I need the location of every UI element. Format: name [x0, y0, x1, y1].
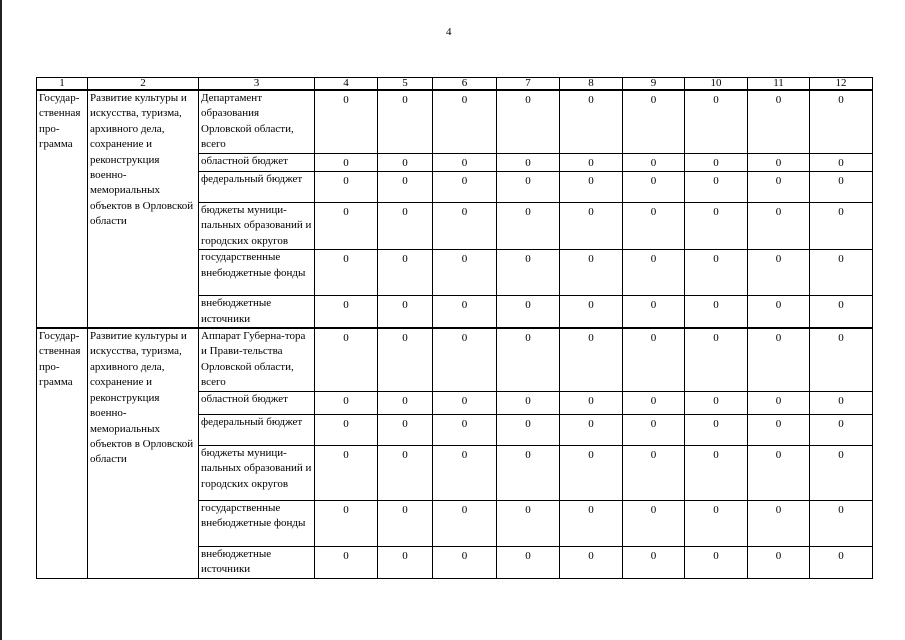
value-cell: 0 [810, 546, 873, 578]
value-cell: 0 [748, 203, 810, 250]
value-cell: 0 [378, 546, 433, 578]
funding-source-cell: бюджеты муници-пальных образований и городских округов [199, 445, 315, 500]
program-type-cell: Государ-ственная про-грамма [37, 90, 88, 328]
value-cell: 0 [685, 153, 748, 171]
table-row [37, 90, 873, 153]
value-cell: 0 [378, 391, 433, 414]
value-cell: 0 [560, 172, 623, 203]
program-name-cell: Развитие культуры и искусства, туризма, архивного дела, сохранение и реконструкция военно-мемориальных объектов в Орловской области [88, 90, 199, 328]
funding-source-cell: областной бюджет [199, 391, 315, 414]
column-header-7: 7 [497, 78, 560, 91]
value-cell: 0 [623, 445, 685, 500]
value-cell: 0 [433, 414, 497, 445]
value-cell: 0 [378, 414, 433, 445]
value-cell: 0 [810, 250, 873, 296]
value-cell: 0 [810, 153, 873, 171]
funding-source-cell: внебюджетные источники [199, 546, 315, 578]
column-header-2: 2 [88, 78, 199, 91]
value-cell: 0 [378, 296, 433, 328]
value-cell: 0 [560, 90, 623, 153]
value-cell: 0 [810, 90, 873, 153]
value-cell: 0 [623, 328, 685, 391]
value-cell: 0 [497, 414, 560, 445]
column-header-9: 9 [623, 78, 685, 91]
value-cell: 0 [378, 90, 433, 153]
funding-source-cell: областной бюджет [199, 153, 315, 171]
value-cell: 0 [497, 500, 560, 546]
value-cell: 0 [560, 500, 623, 546]
value-cell: 0 [810, 203, 873, 250]
value-cell: 0 [433, 391, 497, 414]
value-cell: 0 [810, 328, 873, 391]
column-header-12: 12 [810, 78, 873, 91]
funding-source-cell: Аппарат Губерна-тора и Прави-тельства Орловской области, всего [199, 328, 315, 391]
value-cell: 0 [378, 500, 433, 546]
column-header-3: 3 [199, 78, 315, 91]
value-cell: 0 [748, 250, 810, 296]
value-cell: 0 [560, 296, 623, 328]
funding-source-cell: федеральный бюджет [199, 414, 315, 445]
value-cell: 0 [315, 414, 378, 445]
column-header-6: 6 [433, 78, 497, 91]
value-cell: 0 [315, 391, 378, 414]
value-cell: 0 [433, 445, 497, 500]
value-cell: 0 [748, 391, 810, 414]
value-cell: 0 [378, 153, 433, 171]
value-cell: 0 [315, 172, 378, 203]
value-cell: 0 [685, 414, 748, 445]
funding-source-cell: федеральный бюджет [199, 172, 315, 203]
value-cell: 0 [378, 445, 433, 500]
value-cell: 0 [560, 153, 623, 171]
value-cell: 0 [810, 500, 873, 546]
value-cell: 0 [810, 172, 873, 203]
value-cell: 0 [685, 546, 748, 578]
value-cell: 0 [497, 203, 560, 250]
page-left-edge [0, 0, 2, 640]
value-cell: 0 [685, 172, 748, 203]
value-cell: 0 [560, 445, 623, 500]
value-cell: 0 [433, 172, 497, 203]
value-cell: 0 [378, 328, 433, 391]
budget-table [36, 77, 873, 579]
value-cell: 0 [315, 153, 378, 171]
value-cell: 0 [685, 296, 748, 328]
value-cell: 0 [315, 500, 378, 546]
value-cell: 0 [433, 153, 497, 171]
funding-source-cell: внебюджетные источники [199, 296, 315, 328]
value-cell: 0 [497, 172, 560, 203]
value-cell: 0 [433, 328, 497, 391]
value-cell: 0 [497, 546, 560, 578]
table-header-row [37, 78, 873, 91]
value-cell: 0 [315, 203, 378, 250]
funding-source-cell: бюджеты муници-пальных образований и городских округов [199, 203, 315, 250]
column-header-5: 5 [378, 78, 433, 91]
column-header-10: 10 [685, 78, 748, 91]
value-cell: 0 [810, 445, 873, 500]
funding-source-cell: государственные внебюджетные фонды [199, 250, 315, 296]
value-cell: 0 [623, 172, 685, 203]
value-cell: 0 [560, 414, 623, 445]
value-cell: 0 [748, 500, 810, 546]
value-cell: 0 [685, 445, 748, 500]
value-cell: 0 [560, 546, 623, 578]
value-cell: 0 [433, 250, 497, 296]
value-cell: 0 [623, 500, 685, 546]
value-cell: 0 [810, 414, 873, 445]
value-cell: 0 [315, 445, 378, 500]
value-cell: 0 [497, 391, 560, 414]
value-cell: 0 [748, 90, 810, 153]
value-cell: 0 [315, 296, 378, 328]
value-cell: 0 [748, 296, 810, 328]
table-row [37, 328, 873, 391]
value-cell: 0 [560, 328, 623, 391]
value-cell: 0 [685, 250, 748, 296]
value-cell: 0 [497, 250, 560, 296]
value-cell: 0 [315, 546, 378, 578]
page-number: 4 [446, 26, 452, 38]
value-cell: 0 [685, 500, 748, 546]
value-cell: 0 [315, 90, 378, 153]
funding-source-cell: государственные внебюджетные фонды [199, 500, 315, 546]
value-cell: 0 [433, 546, 497, 578]
value-cell: 0 [623, 414, 685, 445]
value-cell: 0 [623, 90, 685, 153]
value-cell: 0 [623, 391, 685, 414]
column-header-4: 4 [315, 78, 378, 91]
value-cell: 0 [623, 153, 685, 171]
value-cell: 0 [560, 203, 623, 250]
value-cell: 0 [685, 90, 748, 153]
value-cell: 0 [497, 90, 560, 153]
column-header-1: 1 [37, 78, 88, 91]
value-cell: 0 [433, 500, 497, 546]
value-cell: 0 [315, 250, 378, 296]
funding-source-cell: Департамент образования Орловской области, всего [199, 90, 315, 153]
value-cell: 0 [433, 203, 497, 250]
value-cell: 0 [748, 172, 810, 203]
value-cell: 0 [748, 328, 810, 391]
value-cell: 0 [810, 391, 873, 414]
value-cell: 0 [748, 414, 810, 445]
value-cell: 0 [433, 296, 497, 328]
program-type-cell: Государ-ственная про-грамма [37, 328, 88, 578]
column-header-8: 8 [560, 78, 623, 91]
value-cell: 0 [810, 296, 873, 328]
value-cell: 0 [315, 328, 378, 391]
value-cell: 0 [623, 250, 685, 296]
value-cell: 0 [378, 250, 433, 296]
value-cell: 0 [497, 445, 560, 500]
value-cell: 0 [748, 445, 810, 500]
value-cell: 0 [433, 90, 497, 153]
column-header-11: 11 [748, 78, 810, 91]
value-cell: 0 [623, 296, 685, 328]
value-cell: 0 [497, 296, 560, 328]
value-cell: 0 [748, 546, 810, 578]
value-cell: 0 [560, 250, 623, 296]
program-name-cell: Развитие культуры и искусства, туризма, архивного дела, сохранение и реконструкция военно-мемориальных объектов в Орловской области [88, 328, 199, 578]
value-cell: 0 [685, 391, 748, 414]
value-cell: 0 [497, 328, 560, 391]
value-cell: 0 [623, 203, 685, 250]
value-cell: 0 [685, 203, 748, 250]
value-cell: 0 [623, 546, 685, 578]
value-cell: 0 [685, 328, 748, 391]
value-cell: 0 [378, 203, 433, 250]
value-cell: 0 [748, 153, 810, 171]
value-cell: 0 [497, 153, 560, 171]
value-cell: 0 [378, 172, 433, 203]
value-cell: 0 [560, 391, 623, 414]
